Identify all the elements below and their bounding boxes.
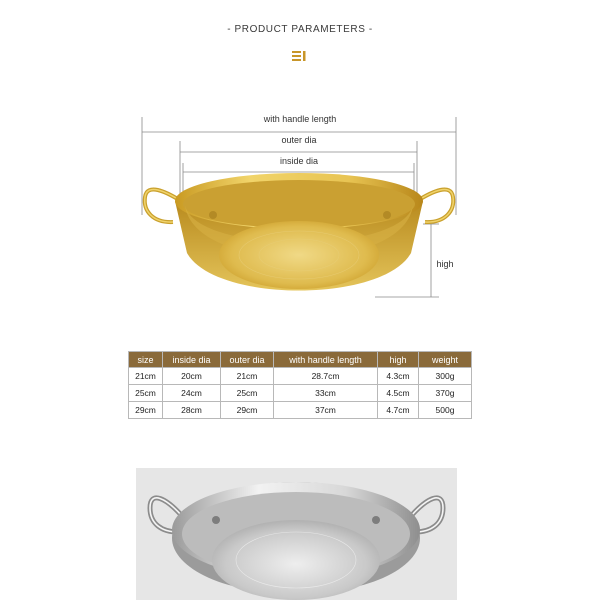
- column-header-outer-dia: outer dia: [221, 352, 274, 368]
- column-header-size: size: [129, 352, 163, 368]
- section-heading: - PRODUCT PARAMETERS -: [227, 24, 373, 35]
- cell-high: 4.3cm: [378, 368, 419, 385]
- cell-handle-length: 28.7cm: [274, 368, 378, 385]
- cell-outer-dia: 21cm: [221, 368, 274, 385]
- column-header-inside-dia: inside dia: [163, 352, 221, 368]
- table-row: [129, 385, 472, 402]
- column-header-handle-length: with handle length: [274, 352, 378, 368]
- table-row: [129, 402, 472, 419]
- cell-size: 29cm: [129, 402, 163, 419]
- cell-inside-dia: 28cm: [163, 402, 221, 419]
- cell-weight: 300g: [419, 368, 472, 385]
- cell-weight: 500g: [419, 402, 472, 419]
- handle-length-label: with handle length: [261, 114, 340, 124]
- cell-inside-dia: 24cm: [163, 385, 221, 402]
- column-header-weight: weight: [419, 352, 472, 368]
- column-header-high: high: [378, 352, 419, 368]
- table-header-row: [129, 352, 472, 368]
- high-label: high: [433, 259, 456, 269]
- cell-weight: 370g: [419, 385, 472, 402]
- cell-outer-dia: 25cm: [221, 385, 274, 402]
- cell-size: 21cm: [129, 368, 163, 385]
- cell-handle-length: 33cm: [274, 385, 378, 402]
- table-row: [129, 368, 472, 385]
- dimension-diagram: [125, 105, 475, 305]
- cell-high: 4.7cm: [378, 402, 419, 419]
- parameters-table: [128, 351, 472, 419]
- cell-inside-dia: 20cm: [163, 368, 221, 385]
- silver-pan-illustration: [136, 468, 457, 600]
- list-bars-icon: [292, 50, 308, 62]
- silver-pan-photo: [136, 468, 457, 600]
- outer-dia-label: outer dia: [278, 135, 319, 145]
- cell-outer-dia: 29cm: [221, 402, 274, 419]
- inside-dia-label: inside dia: [277, 156, 321, 166]
- cell-handle-length: 37cm: [274, 402, 378, 419]
- cell-size: 25cm: [129, 385, 163, 402]
- cell-high: 4.5cm: [378, 385, 419, 402]
